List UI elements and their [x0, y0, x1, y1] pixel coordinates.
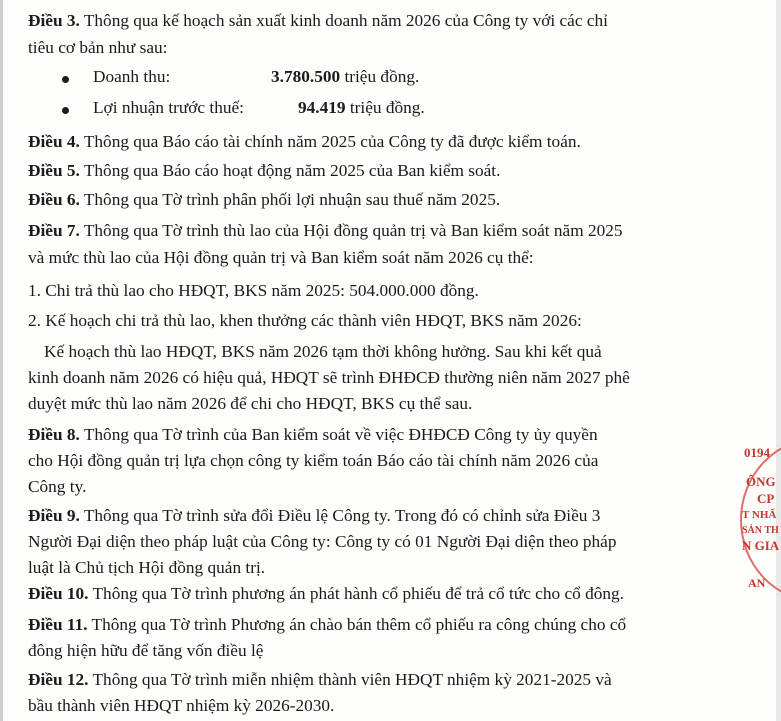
bullet-icon	[62, 107, 69, 114]
dieu8-line2: cho Hội đồng quản trị lựa chọn công ty kiểm toán Báo cáo tài chính năm 2026 của	[28, 451, 599, 470]
dieu6-label: Điều 6.	[28, 190, 80, 209]
bullet-profit-amount	[298, 97, 781, 119]
dieu4-line: Điều 4. Thông qua Báo cáo tài chính năm 2025 của Công ty đã được kiểm toán.	[28, 132, 581, 151]
dieu7-para3: duyệt mức thù lao năm 2026 để chi cho HĐQT, BKS cụ thể sau.	[28, 394, 473, 413]
dieu5-label: Điều 5.	[28, 161, 80, 180]
bullet-revenue-name: Doanh thu:	[93, 67, 171, 86]
seal-text: SẢN TH	[742, 525, 779, 536]
dieu5-line: Điều 5. Thông qua Báo cáo hoạt động năm 2025 của Ban kiểm soát.	[28, 161, 501, 180]
dieu10-label: Điều 10.	[28, 584, 89, 603]
dieu12-line1: Điều 12. Thông qua Tờ trình miễn nhiệm thành viên HĐQT nhiệm kỳ 2021-2025 và	[28, 670, 612, 689]
dieu7-item2: 2. Kế hoạch chi trả thù lao, khen thưởng các thành viên HĐQT, BKS năm 2026:	[28, 311, 582, 330]
dieu9-line1: Điều 9. Thông qua Tờ trình sửa đổi Điều lệ Công ty. Trong đó có chỉnh sửa Điều 3	[28, 506, 601, 525]
dieu11-line1: Điều 11. Thông qua Tờ trình Phương án chào bán thêm cổ phiếu ra công chúng cho cổ	[28, 615, 627, 634]
dieu3-line1: Điều 3. Thông qua kế hoạch sản xuất kinh doanh năm 2026 của Công ty với các chỉ	[28, 11, 608, 30]
dieu7-line2: và mức thù lao của Hội đồng quản trị và Ban kiểm soát năm 2026 cụ thể:	[28, 248, 534, 267]
dieu8-label: Điều 8.	[28, 425, 80, 444]
revenue-value: 3.780.500	[271, 67, 341, 86]
dieu3-label: Điều 3.	[28, 11, 80, 30]
dieu11-label: Điều 11.	[28, 615, 88, 634]
dieu6-line: Điều 6. Thông qua Tờ trình phân phối lợi nhuận sau thuế năm 2025.	[28, 190, 501, 209]
seal-text: 0194	[744, 445, 770, 460]
dieu7-para1: Kế hoạch thù lao HĐQT, BKS năm 2026 tạm thời không hưởng. Sau khi kết quả	[44, 342, 602, 361]
dieu3-line2: tiêu cơ bản như sau:	[28, 38, 168, 57]
bullet-revenue-amount	[271, 66, 781, 88]
dieu7-para2: kinh doanh năm 2026 có hiệu quả, HĐQT sẽ trình ĐHĐCĐ thường niên năm 2027 phê	[28, 368, 630, 387]
seal-text: CP	[757, 491, 775, 506]
seal-text: AN	[748, 576, 766, 590]
dieu12-label: Điều 12.	[28, 670, 89, 689]
revenue-unit: triệu đồng.	[340, 67, 420, 86]
dieu7-line1: Điều 7. Thông qua Tờ trình thù lao của Hội đồng quản trị và Ban kiểm soát năm 2025	[28, 221, 623, 240]
dieu11-line2: đông hiện hữu để tăng vốn điều lệ	[28, 641, 264, 660]
dieu12-line2: bầu thành viên HĐQT nhiệm kỳ 2026-2030.	[28, 696, 335, 715]
scan-edge-left	[0, 0, 3, 721]
profit-unit: triệu đồng.	[345, 98, 425, 117]
dieu7-item1: 1. Chi trả thù lao cho HĐQT, BKS năm 2025: 504.000.000 đồng.	[28, 281, 479, 300]
dieu7-label: Điều 7.	[28, 221, 80, 240]
seal-text: T NHẤ	[742, 509, 777, 521]
seal-text: N GIA	[742, 538, 780, 553]
dieu9-line3: luật là Chủ tịch Hội đồng quản trị.	[28, 558, 266, 577]
dieu8-line3: Công ty.	[28, 477, 87, 496]
dieu9-line2: Người Đại diện theo pháp luật của Công ty: Công ty có 01 Người Đại diện theo pháp	[28, 532, 617, 551]
seal-text: ÔNG	[746, 474, 776, 489]
dieu10-line: Điều 10. Thông qua Tờ trình phương án phát hành cổ phiếu để trả cổ tức cho cổ đông.	[28, 584, 624, 603]
dieu8-line1: Điều 8. Thông qua Tờ trình của Ban kiểm soát về việc ĐHĐCĐ Công ty ủy quyền	[28, 425, 598, 444]
bullet-profit-name: Lợi nhuận trước thuế:	[93, 98, 244, 117]
dieu9-label: Điều 9.	[28, 506, 80, 525]
company-seal-stamp	[732, 438, 781, 598]
profit-value: 94.419	[298, 98, 346, 117]
dieu4-label: Điều 4.	[28, 132, 80, 151]
bullet-icon	[62, 76, 69, 83]
